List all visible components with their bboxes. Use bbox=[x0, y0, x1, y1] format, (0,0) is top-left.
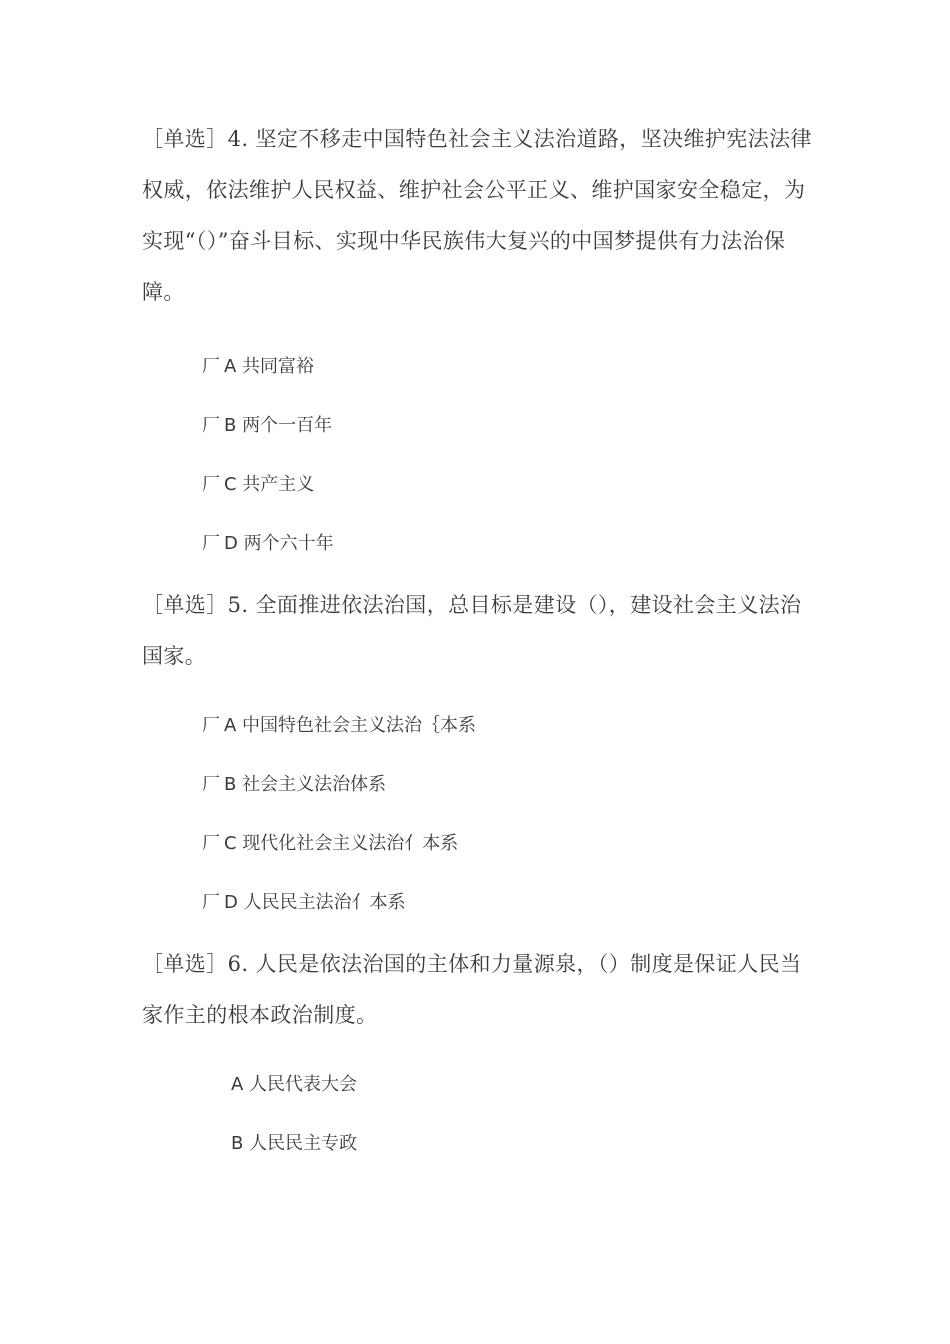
option-label: A 人民代表大会 bbox=[231, 1074, 358, 1095]
checkbox-icon: 厂 bbox=[202, 533, 220, 554]
option-5a[interactable] bbox=[202, 714, 476, 738]
option-6a[interactable] bbox=[231, 1073, 357, 1097]
question-5-text: ［单选］5. 全面推进依法治国，总目标是建设（），建设社会主义法治国家。 bbox=[142, 593, 802, 668]
option-label: B 社会主义法治体系 bbox=[224, 774, 387, 795]
option-label: D 人民民主法治亻本系 bbox=[224, 892, 406, 913]
question-4-text: ［单选］4. 坚定不移走中国特色社会主义法治道路，坚决维护宪法法律权威，依法维护人民权益、维护社会公平正义、维护国家安全稳定，为实现“（）”奋斗目标、实现中华民族伟大复兴的中国梦提供有力法治保障。 bbox=[142, 127, 812, 304]
option-label: C 现代化社会主义法治亻本系 bbox=[224, 833, 459, 854]
option-label: B 两个一百年 bbox=[224, 415, 333, 436]
option-label: A 共同富裕 bbox=[224, 356, 315, 377]
option-label: B 人民民主专政 bbox=[231, 1133, 358, 1154]
option-label: C 共产主义 bbox=[224, 474, 315, 495]
option-5b[interactable] bbox=[202, 773, 386, 797]
checkbox-icon: 厂 bbox=[202, 356, 220, 377]
option-4c[interactable] bbox=[202, 473, 314, 497]
checkbox-icon: 厂 bbox=[202, 774, 220, 795]
option-4a[interactable] bbox=[202, 355, 314, 379]
option-label: D 两个六十年 bbox=[224, 533, 334, 554]
option-5d[interactable] bbox=[202, 891, 406, 915]
option-6b[interactable] bbox=[231, 1132, 357, 1156]
checkbox-icon: 厂 bbox=[202, 474, 220, 495]
checkbox-icon: 厂 bbox=[202, 892, 220, 913]
option-label: A 中国特色社会主义法治｛本系 bbox=[224, 715, 477, 736]
checkbox-icon: 厂 bbox=[202, 415, 220, 436]
checkbox-icon: 厂 bbox=[202, 833, 220, 854]
option-4b[interactable] bbox=[202, 414, 332, 438]
question-6-text: ［单选］6. 人民是依法治国的主体和力量源泉，（）制度是保证人民当家作主的根本政治制度。 bbox=[142, 952, 802, 1027]
option-5c[interactable] bbox=[202, 832, 458, 856]
checkbox-icon: 厂 bbox=[202, 715, 220, 736]
option-4d[interactable] bbox=[202, 532, 334, 556]
